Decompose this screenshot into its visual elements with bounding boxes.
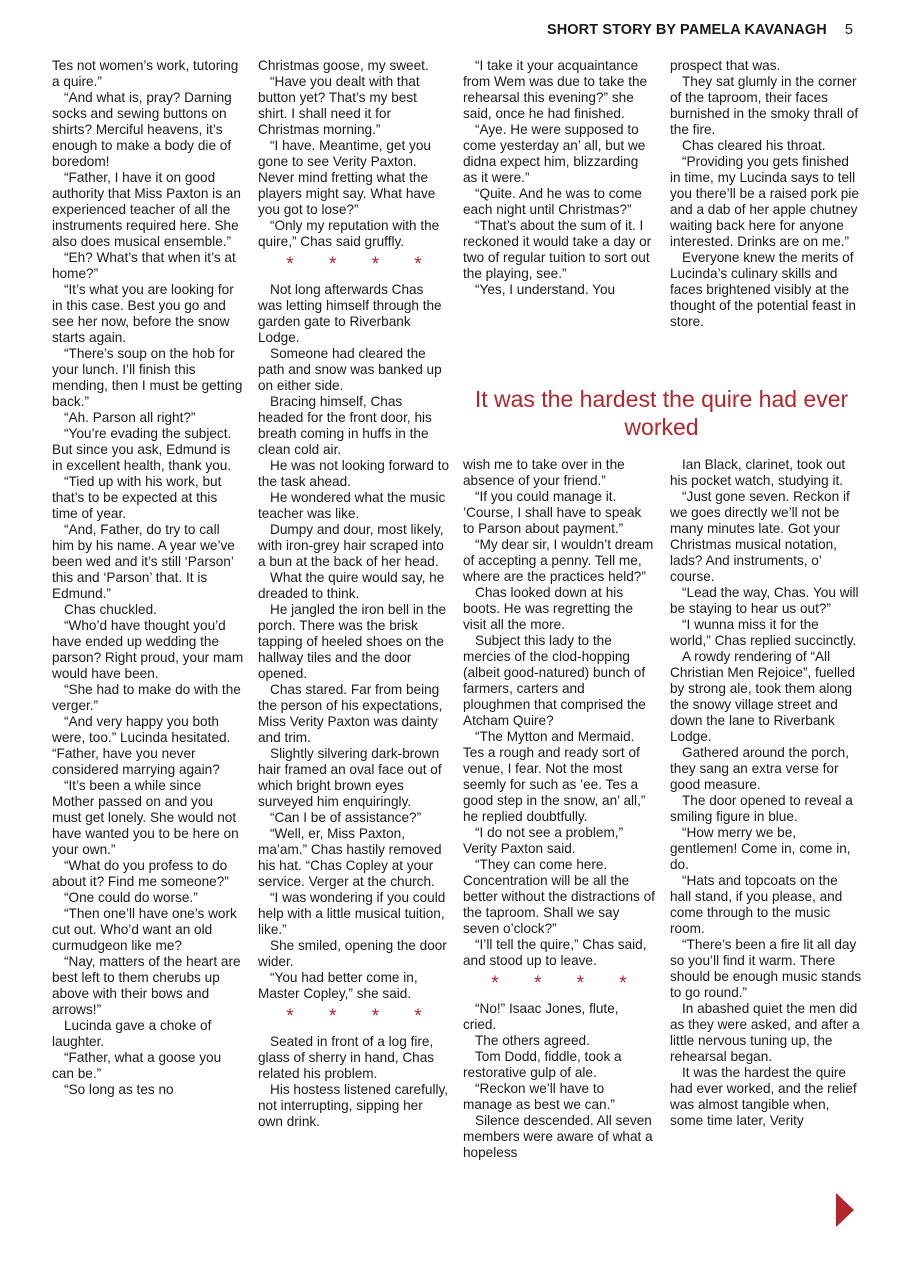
paragraph: Chas stared. Far from being the person of his expectations, Miss Verity Paxton was dainty and trim. bbox=[258, 682, 443, 745]
paragraph: “Father, what a goose you can be.” bbox=[52, 1050, 222, 1081]
paragraph: He jangled the iron bell in the porch. There was the brisk tapping of heeled shoes on the hallway tiles and the door opened. bbox=[258, 602, 447, 681]
page-number: 5 bbox=[844, 22, 853, 38]
paragraph: Tom Dodd, fiddle, took a restorative gulp of ale. bbox=[463, 1049, 622, 1080]
paragraph: “Nay, matters of the heart are best left to them cherubs up above with their bows and arrows!” bbox=[52, 954, 241, 1017]
paragraph: Dumpy and dour, most likely, with iron-grey hair scraped into a bun at the back of her head. bbox=[258, 522, 444, 569]
paragraph: “The Mytton and Mermaid. Tes a rough and ready sort of venue, I fear. Not the most seemly for such as ’ee. Tes a good step in the snow, an’ all,” he replied doubtfully. bbox=[463, 729, 646, 824]
paragraph: “Hats and topcoats on the hall stand, if you please, and come through to the music room. bbox=[670, 873, 843, 936]
paragraph: “They can come here. Concentration will be all the better without the distractions of the taproom. Shall we say seven o’clock?” bbox=[463, 857, 655, 936]
paragraph: “There’s been a fire lit all day so you’ll find it warm. There should be enough music stands to go round.” bbox=[670, 937, 862, 1000]
paragraph: “Father, I have it on good authority that Miss Paxton is an experienced teacher of all the instruments required here. She also does musical ensemble.” bbox=[52, 170, 241, 249]
paragraph: They sat glumly in the corner of the taproom, their faces burnished in the smoky thrall of the fire. bbox=[670, 74, 859, 137]
paragraph: wish me to take over in the absence of your friend.” bbox=[463, 457, 625, 488]
column-3-top bbox=[463, 58, 655, 298]
paragraph: “One could do worse.” bbox=[64, 890, 198, 905]
paragraph: “So long as tes no bbox=[64, 1082, 174, 1097]
paragraph: His hostess listened carefully, not interrupting, sipping her own drink. bbox=[258, 1082, 449, 1129]
section-break-stars: * * * * bbox=[491, 973, 642, 994]
paragraph: “You’re evading the subject. But since you ask, Edmund is in excellent health, thank you. bbox=[52, 426, 232, 473]
paragraph: Subject this lady to the mercies of the clod-hopping (albeit good-natured) bunch of farmers, carters and ploughmen that comprised the Atcham Quire? bbox=[463, 633, 646, 728]
paragraph: “Lead the way, Chas. You will be staying to hear us out?” bbox=[670, 585, 859, 616]
paragraph: The door opened to reveal a smiling figure in blue. bbox=[670, 793, 853, 824]
section-break-stars: * * * * bbox=[286, 1006, 437, 1027]
header-title: SHORT STORY BY PAMELA KAVANAGH bbox=[546, 22, 827, 38]
paragraph: “I was wondering if you could help with a little musical tuition, like.” bbox=[258, 890, 446, 937]
column-3-block-1 bbox=[463, 457, 655, 969]
section-break-stars: * * * * bbox=[286, 254, 437, 275]
column-4-bottom bbox=[670, 457, 862, 1129]
paragraph: “Eh? What’s that when it’s at home?” bbox=[52, 250, 236, 281]
paragraph: “She had to make do with the verger.” bbox=[52, 682, 241, 713]
paragraph: Chas chuckled. bbox=[64, 602, 157, 617]
paragraph: Ian Black, clarinet, took out his pocket watch, studying it. bbox=[670, 457, 846, 488]
column-4-top bbox=[670, 58, 862, 330]
paragraph: “I wunna miss it for the world,” Chas replied succinctly. bbox=[670, 617, 857, 648]
paragraph: Gathered around the porch, they sang an extra verse for good measure. bbox=[670, 745, 850, 792]
paragraph: “Only my reputation with the quire,” Chas said gruffly. bbox=[258, 218, 440, 249]
paragraph: Slightly silvering dark-brown hair framed an oval face out of which bright brown eyes surveyed him enquiringly. bbox=[258, 746, 442, 809]
paragraph: “Ah. Parson all right?” bbox=[64, 410, 196, 425]
paragraph: “No!” Isaac Jones, flute, cried. bbox=[463, 1001, 619, 1032]
paragraph: He wondered what the music teacher was like. bbox=[258, 490, 446, 521]
paragraph: “It’s what you are looking for in this case. Best you go and see her now, before the snow starts again. bbox=[52, 282, 234, 345]
paragraph: “Yes, I understand. You bbox=[475, 282, 616, 297]
paragraph: Tes not women’s work, tutoring a quire.” bbox=[52, 58, 239, 89]
paragraph: “And, Father, do try to call him by his name. A year we’ve been wed and it’s still ‘Parson’ this and ‘Parson’ that. It is Edmund.” bbox=[52, 522, 235, 601]
column-3-block-2 bbox=[463, 1001, 655, 1161]
column-2 bbox=[258, 58, 450, 1130]
paragraph: Seated in front of a log fire, glass of sherry in hand, Chas related his problem. bbox=[258, 1034, 435, 1081]
column-2-block-3 bbox=[258, 1034, 450, 1130]
paragraph: He was not looking forward to the task ahead. bbox=[258, 458, 450, 489]
paragraph: She smiled, opening the door wider. bbox=[258, 938, 447, 969]
paragraph: “Just gone seven. Reckon if we goes directly we’ll not be many minutes late. Got your Christmas musical notation, lads? And instruments, o’ course. bbox=[670, 489, 850, 584]
paragraph: “What do you profess to do about it? Find me someone?” bbox=[52, 858, 229, 889]
paragraph: “That’s about the sum of it. I reckoned it would take a day or two of regular tuition to sort out the playing, see.” bbox=[463, 218, 652, 281]
paragraph: Not long afterwards Chas was letting himself through the garden gate to Riverbank Lodge. bbox=[258, 282, 442, 345]
paragraph: Lucinda gave a choke of laughter. bbox=[52, 1018, 212, 1049]
paragraph: “It’s been a while since Mother passed on and you must get lonely. She would not have wanted you to be here on your own.” bbox=[52, 778, 239, 857]
paragraph: “I’ll tell the quire,” Chas said, and stood up to leave. bbox=[463, 937, 647, 968]
column-3-bottom bbox=[463, 457, 655, 1161]
paragraph: Bracing himself, Chas headed for the front door, his breath coming in huffs in the clean cold air. bbox=[258, 394, 432, 457]
paragraph: “I have. Meantime, get you gone to see Verity Paxton. Never mind fretting what the players might say. What have you got to lose?” bbox=[258, 138, 436, 217]
paragraph: In abashed quiet the men did as they were asked, and after a little nervous tuning up, the rehearsal began. bbox=[670, 1001, 860, 1064]
paragraph: Someone had cleared the path and snow was banked up on either side. bbox=[258, 346, 442, 393]
paragraph: Silence descended. All seven members were aware of what a hopeless bbox=[463, 1113, 653, 1160]
paragraph: “You had better come in, Master Copley,” she said. bbox=[258, 970, 418, 1001]
continue-arrow-icon[interactable] bbox=[836, 1193, 854, 1227]
paragraph: “And very happy you both were, too.” Lucinda hesitated. “Father, have you never considered marrying again? bbox=[52, 714, 231, 777]
paragraph: It was the hardest the quire had ever worked, and the relief was almost tangible when, some time later, Verity bbox=[670, 1065, 857, 1128]
paragraph: “Can I be of assistance?” bbox=[270, 810, 422, 825]
column-1 bbox=[52, 58, 244, 1098]
paragraph: What the quire would say, he dreaded to think. bbox=[258, 570, 445, 601]
paragraph: “Have you dealt with that button yet? That’s my best shirt. I shall need it for Christmas morning.” bbox=[258, 74, 420, 137]
paragraph: “There’s soup on the hob for your lunch. I’ll finish this mending, then I must be getting back.” bbox=[52, 346, 243, 409]
paragraph: The others agreed. bbox=[475, 1033, 590, 1048]
paragraph: “Then one’ll have one’s work cut out. Who’d want an old curmudgeon like me? bbox=[52, 906, 237, 953]
paragraph: “My dear sir, I wouldn’t dream of accepting a penny. Tell me, where are the practices held?” bbox=[463, 537, 654, 584]
paragraph: “I take it your acquaintance from Wem was due to take the rehearsal this evening?” she said, once he had finished. bbox=[463, 58, 648, 121]
paragraph: Chas looked down at his boots. He was regretting the visit all the more. bbox=[463, 585, 634, 632]
paragraph: A rowdy rendering of “All Christian Men Rejoice”, fuelled by strong ale, took them along the snowy village street and down the lane to Riverbank Lodge. bbox=[670, 649, 856, 744]
paragraph: “Tied up with his work, but that’s to be expected at this time of year. bbox=[52, 474, 222, 521]
page-header bbox=[547, 22, 853, 38]
paragraph: Chas cleared his throat. bbox=[682, 138, 826, 153]
paragraph: “Well, er, Miss Paxton, ma’am.” Chas hastily removed his hat. “Chas Copley at your service. Verger at the church. bbox=[258, 826, 442, 889]
paragraph: “I do not see a problem,” Verity Paxton said. bbox=[463, 825, 624, 856]
column-2-block-1 bbox=[258, 58, 450, 250]
paragraph: “How merry we be, gentlemen! Come in, come in, do. bbox=[670, 825, 851, 872]
paragraph: “Reckon we’ll have to manage as best we can.” bbox=[463, 1081, 615, 1112]
paragraph: prospect that was. bbox=[670, 58, 781, 73]
paragraph: “If you could manage it. ’Course, I shall have to speak to Parson about payment.” bbox=[463, 489, 642, 536]
column-2-block-2 bbox=[258, 282, 450, 1002]
paragraph: “Quite. And he was to come each night until Christmas?” bbox=[463, 186, 642, 217]
paragraph: Everyone knew the merits of Lucinda’s culinary skills and faces brightened visibly at the thought of the potential feast in store. bbox=[670, 250, 856, 329]
paragraph: “And what is, pray? Darning socks and sewing buttons on shirts? Merciful heavens, it’s enough to make a body die of boredom! bbox=[52, 90, 232, 169]
pull-quote: It was the hardest the quire had ever worked bbox=[474, 386, 849, 440]
paragraph: “Providing you gets finished in time, my Lucinda says to tell you there’ll be a raised pork pie and a dab of her apple chutney waiting back here for anyone interested. Drinks are on me.” bbox=[670, 154, 859, 249]
paragraph: “Who’d have thought you’d have ended up wedding the parson? Right proud, your mam would have been. bbox=[52, 618, 244, 681]
paragraph: “Aye. He were supposed to come yesterday an’ all, but we didna expect him, blizzarding as it were.” bbox=[463, 122, 646, 185]
paragraph: Christmas goose, my sweet. bbox=[258, 58, 429, 73]
